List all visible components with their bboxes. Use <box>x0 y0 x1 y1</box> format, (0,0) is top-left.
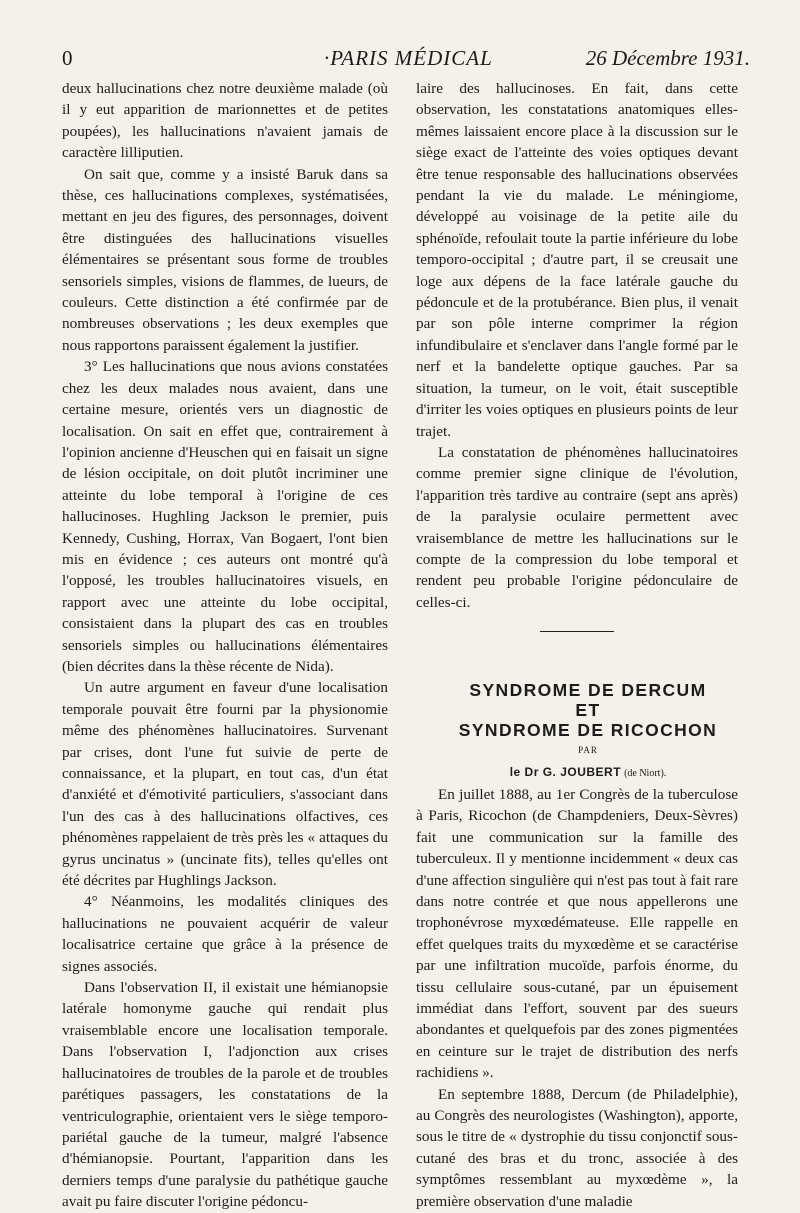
article-title-line: SYNDROME DE RICOCHON <box>458 720 718 741</box>
section-divider <box>540 631 614 632</box>
paragraph: La constatation de phénomènes hallucinatoires comme premier signe clinique de l'évolution, l'apparition très tardive au contraire (sept ans après) de la paralysie oculaire permettent avec vraisemblance de mettre les hallucinations sur le compte de la compression du lobe temporal et rendent peu probable l'origine pédonculaire de celles-ci. <box>416 443 738 611</box>
article-author: le Dr G. JOUBERT <box>509 764 622 779</box>
article-author-location: (de Niort). <box>624 767 667 779</box>
paragraph: deux hallucinations chez notre deuxième malade (où il y eut apparition de marionnettes et de petites poupées), les hallucinations n'avaient jamais de caractère lilliputien. <box>62 80 388 162</box>
article-by: PAR <box>578 745 598 756</box>
paragraph: 4° Néanmoins, les modalités cliniques des hallucinations ne pouvaient acquérir de valeur localisatrice certaine que grâce à la présence de signes associés. <box>62 893 388 975</box>
paragraph: Un autre argument en faveur d'une localisation temporale pouvait être fourni par la physionomie même des phénomènes hallucinatoires. Survenant par crises, dont l'une fut suivie de perte de connaissance, et la plupart, en tout cas, d'un état d'anxiété et d'émotivité particuliers, s'associant dans l'un des cas à des hallucinations olfactives, ces phénomènes rappelaient de très près les « attaques du gyrus uncinatus » (uncinate fits), telles qu'elles ont été décrites par Hughlings Jackson. <box>62 679 388 890</box>
right-column <box>416 78 738 1212</box>
paragraph: En septembre 1888, Dercum (de Philadelphie), au Congrès des neurologistes (Washington), apporte, sous le titre de « dystrophie du tissu conjonctif sous-cutané des bras et du tronc, associée à des symptômes ressemblant au myxœdème », la première observation d'une maladie <box>416 1085 738 1210</box>
page-number: 0 <box>62 46 73 70</box>
article-title-line: ET <box>575 700 601 721</box>
paragraph: laire des hallucinoses. En fait, dans cette observation, les constatations anatomiques elles-mêmes laissaient encore place à la discussion sur le siège exact de l'atteinte des voies optiques devant être tenue responsable des hallucinations observées pendant la vie du malade. Le méningiome, développé au voisinage de la petite aile du sphénoïde, refoulait toute la partie inférieure du lobe temporo-occipital ; d'autre part, il se creusait une loge aux dépens de la face latérale gauche du pédoncule et de la protubérance. Bien plus, il venait par son pôle interne comprimer la région infundibulaire et s'enclaver dans l'angle formé par le nerf et la bandelette optique gauches. Par sa situation, la tumeur, on le voit, était susceptible d'irriter les voies optiques en plusieurs points de leur trajet. <box>416 80 738 440</box>
paragraph: 3° Les hallucinations que nous avions constatées chez les deux malades nous avaient, dans une certaine mesure, orientés vers un diagnostic de localisation. On sait en effet que, contrairement à l'opinion ancienne d'Heuschen qui en faisait un signe de lésion occipitale, on doit plutôt incriminer une atteinte du lobe temporal à l'origine de ces hallucinoses. Hughling Jackson le premier, puis Kennedy, Cushing, Horrax, Van Bogaert, l'ont bien mis en évidence ; ces auteurs ont montré qu'à l'opposé, les troubles hallucinatoires visuels, en rapport avec une atteinte du lobe occipital, consistaient dans la plupart des cas en troubles sensoriels simples ou hallucinations élémentaires (bien décrites dans la thèse récente de Nida). <box>62 358 388 675</box>
page-header <box>62 46 750 74</box>
article-title-line: SYNDROME DE DERCUM <box>469 680 707 701</box>
paragraph: Dans l'observation II, il existait une hémianopsie latérale homonyme gauche qui rendait plus vraisemblable encore une localisation temporale. Dans l'observation I, l'adjonction aux crises hallucinatoires de troubles de la parole et de troubles parétiques passagers, les constatations de la ventriculographie, orientaient vers le siège temporo-pariétal gauche de la tumeur, malgré l'absence d'hémianopsie. Pourtant, l'apparition dans les derniers temps d'une paralysie du pathétique gauche avait pu faire discuter l'origine pédoncu- <box>62 979 388 1211</box>
paragraph: En juillet 1888, au 1er Congrès de la tuberculose à Paris, Ricochon (de Champdeniers, Deux-Sèvres) fait une communication sur la famille des tuberculeux. Il y mentionne incidemment « deux cas d'une affection singulière qui n'est pas tout à fait rare dans notre contrée et que nous appellerons une trophonévrose myxœdémateuse. Elle rappelle en effet quelques traits du myxœdème et se caractérise par une infiltration mucoïde, parfois énorme, du tissu cellulaire sous-cutané, par un épuisement immédiat dans l'effort, souvent par des sueurs abondantes et quelquefois par des zones pigmentées en ceinture sur le trajet de distribution des nerfs rachidiens ». <box>416 785 738 1082</box>
journal-title: ·PARIS MÉDICAL <box>324 46 493 70</box>
left-column <box>62 78 388 1213</box>
article-heading <box>416 680 738 784</box>
paragraph: On sait que, comme y a insisté Baruk dans sa thèse, ces hallucinations complexes, systématisées, mettant en jeu des figures, des personnages, doivent être distinguées des hallucinations visuelles élémentaires se présentant sous forme de troubles sensoriels simples, visions de flammes, de lueurs, de couleurs. Cette distinction a été confirmée par de nombreuses observations ; les deux exemples que nous rapportons paraissent également la justifier. <box>62 165 388 354</box>
article-author-line <box>416 762 738 784</box>
issue-date: 26 Décembre 1931. <box>585 46 750 70</box>
